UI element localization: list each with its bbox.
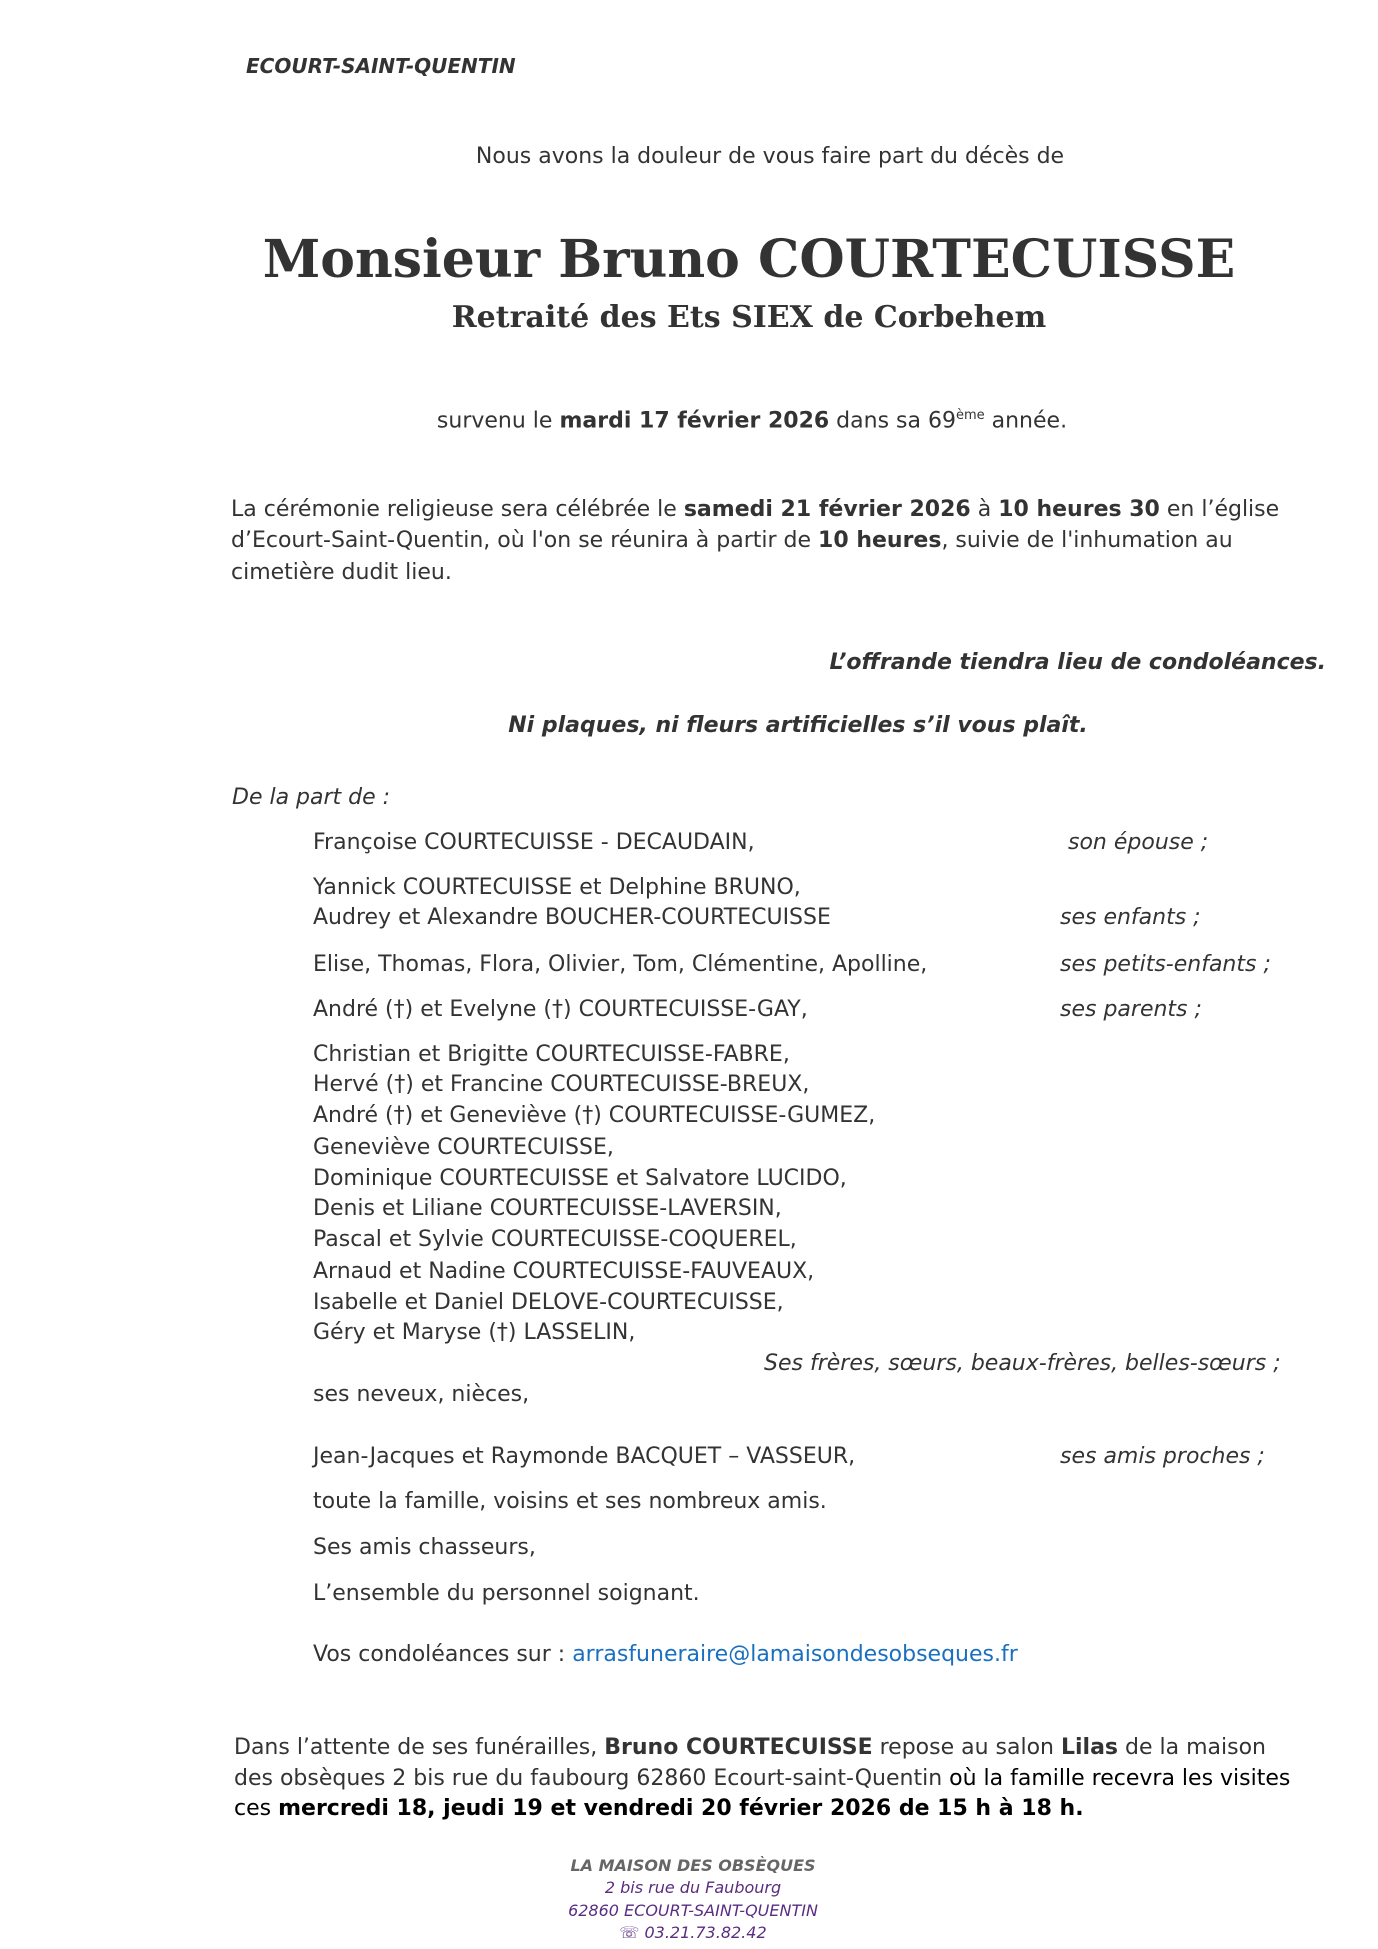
list-item: Christian et Brigitte COURTECUISSE-FABRE, [313, 1042, 790, 1067]
phone-line: ☏ 03.21.73.82.42 [619, 1923, 767, 1942]
list-item: Dominique COURTECUISSE et Salvatore LUCIDO, [313, 1166, 847, 1191]
role-label: ses amis proches ; [1060, 1444, 1265, 1469]
street: 2 bis rue du Faubourg [604, 1878, 782, 1897]
list-item: Elise, Thomas, Flora, Olivier, Tom, Clémentine, Apolline, [313, 952, 928, 977]
role-label: Ses frères, sœurs, beaux-frères, belles-sœurs ; [764, 1351, 1281, 1376]
role-label: ses enfants ; [1060, 905, 1201, 930]
list-item: Géry et Maryse (†) LASSELIN, [313, 1320, 636, 1345]
list-item: André (†) et Evelyne (†) COURTECUISSE-GAY, [313, 997, 808, 1022]
list-item: Françoise COURTECUISSE - DECAUDAIN, [313, 830, 755, 855]
intro-text: Nous avons la douleur de vous faire part du décès de [475, 144, 1065, 169]
list-item: Audrey et Alexandre BOUCHER-COURTECUISSE [313, 905, 831, 930]
list-item: André (†) et Geneviève (†) COURTECUISSE-GUMEZ, [313, 1103, 876, 1128]
family-heading: De la part de : [232, 785, 391, 810]
list-item: Pascal et Sylvie COURTECUISSE-COQUEREL, [313, 1227, 797, 1252]
list-item: Hervé (†) et Francine COURTECUISSE-BREUX, [313, 1072, 810, 1097]
condolences-email-link[interactable]: arrasfuneraire@lamaisondesobseques.fr [572, 1642, 1018, 1667]
phone-icon: ☏ [619, 1923, 640, 1942]
role-label: son épouse ; [1068, 830, 1209, 855]
offrande-note: L’offrande tiendra lieu de condoléances. [829, 650, 1326, 675]
list-item: toute la famille, voisins et ses nombreux amis. [313, 1489, 827, 1514]
header-town: ECOURT-SAINT-QUENTIN [246, 54, 516, 78]
role-label: ses parents ; [1060, 997, 1202, 1022]
list-item: Jean-Jacques et Raymonde BACQUET – VASSEUR, [313, 1444, 856, 1469]
death-line: survenu le mardi 17 février 2026 dans sa 69ème année. [436, 408, 1068, 434]
list-item: ses neveux, nièces, [313, 1382, 530, 1407]
city: 62860 ECOURT-SAINT-QUENTIN [568, 1901, 818, 1920]
role-label: ses petits-enfants ; [1060, 952, 1271, 977]
list-item: Arnaud et Nadine COURTECUISSE-FAUVEAUX, [313, 1259, 815, 1284]
deceased-name: Monsieur Bruno COURTECUISSE [262, 229, 1236, 290]
list-item: Yannick COURTECUISSE et Delphine BRUNO, [313, 875, 801, 900]
list-item: Denis et Liliane COURTECUISSE-LAVERSIN, [313, 1196, 782, 1221]
list-item: L’ensemble du personnel soignant. [313, 1581, 700, 1606]
list-item: Isabelle et Daniel DELOVE-COURTECUISSE, [313, 1290, 784, 1315]
company-name: LA MAISON DES OBSÈQUES [570, 1856, 816, 1875]
list-item: Ses amis chasseurs, [313, 1535, 536, 1560]
list-item: Geneviève COURTECUISSE, [313, 1135, 614, 1160]
condolences-line: Vos condoléances sur : arrasfuneraire@lamaisondesobseques.fr [313, 1642, 1018, 1667]
deceased-subtitle: Retraité des Ets SIEX de Corbehem [451, 300, 1047, 335]
plaques-note: Ni plaques, ni fleurs artificielles s’il vous plaît. [508, 713, 1088, 738]
